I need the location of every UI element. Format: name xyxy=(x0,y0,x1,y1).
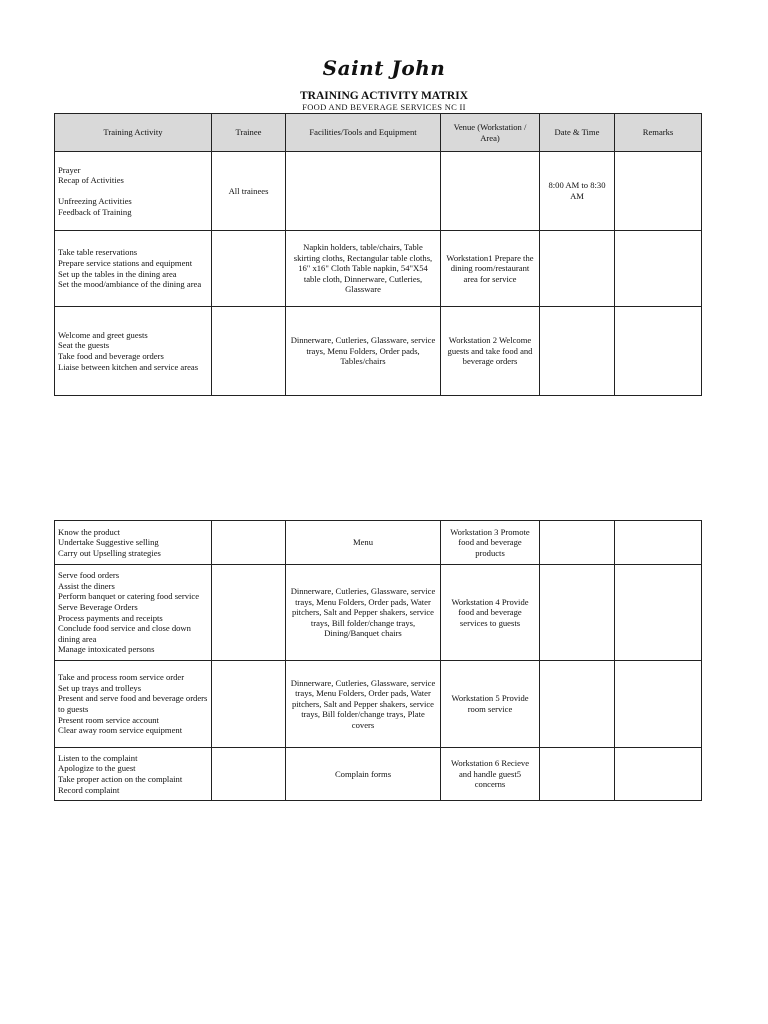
remarks-cell xyxy=(615,565,702,661)
column-header-activity: Training Activity xyxy=(55,114,212,152)
trainee-cell xyxy=(212,661,286,748)
column-header-venue: Venue (Workstation / Area) xyxy=(441,114,540,152)
trainee-cell xyxy=(212,748,286,801)
table-row xyxy=(55,152,702,231)
activity-cell xyxy=(55,307,212,396)
date-time-cell xyxy=(540,661,615,748)
activity-cell xyxy=(55,231,212,307)
activity-line: Perform banquet or catering food service xyxy=(58,591,200,602)
activity-line: Conclude food service and close down dining area xyxy=(58,623,191,644)
date-time-cell xyxy=(540,565,615,661)
venue-cell: Workstation 4 Provide food and beverage services to guests xyxy=(441,565,540,661)
column-header-trainee: Trainee xyxy=(212,114,286,152)
page-title: TRAINING ACTIVITY MATRIX xyxy=(299,90,469,102)
activity-line: Recap of Activities xyxy=(58,175,124,186)
activity-line: Take food and beverage orders xyxy=(58,351,164,361)
activity-cell xyxy=(55,565,212,661)
table-row xyxy=(55,231,702,307)
activity-line: Prayer xyxy=(58,164,81,175)
date-time-cell xyxy=(540,307,615,396)
venue-cell: Workstation1 Prepare the dining room/restaurant area for service xyxy=(441,231,540,307)
activity-line: Present room service account xyxy=(58,714,159,725)
activity-line: Take proper action on the complaint xyxy=(58,774,183,784)
activity-line: Record complaint xyxy=(58,784,120,795)
activity-line: Apologize to the guest xyxy=(58,763,136,774)
activity-line: Set up the tables in the dining area xyxy=(58,268,177,279)
activity-line: Serve Beverage Orders xyxy=(58,601,138,612)
column-header-remarks: Remarks xyxy=(615,114,702,152)
remarks-cell xyxy=(615,307,702,396)
table-row xyxy=(55,661,702,748)
facilities-cell: Complain forms xyxy=(286,748,441,801)
trainee-cell: All trainees xyxy=(212,152,286,231)
date-time-cell xyxy=(540,521,615,565)
activity-line: Feedback of Training xyxy=(58,206,132,217)
activity-cell xyxy=(55,661,212,748)
column-header-date-time: Date & Time xyxy=(540,114,615,152)
facilities-cell: Menu xyxy=(286,521,441,565)
table-row xyxy=(55,748,702,801)
venue-cell: Workstation 3 Promote food and beverage products xyxy=(441,521,540,565)
training-matrix-table-part-1 xyxy=(54,113,702,396)
trainee-cell xyxy=(212,307,286,396)
remarks-cell xyxy=(615,661,702,748)
remarks-cell xyxy=(615,152,702,231)
remarks-cell xyxy=(615,748,702,801)
table-row xyxy=(55,565,702,661)
venue-cell: Workstation 6 Recieve and handle guest5 concerns xyxy=(441,748,540,801)
activity-line: Serve food orders xyxy=(58,570,120,581)
activity-line: Know the product xyxy=(58,526,121,537)
activity-line: Clear away room service equipment xyxy=(58,725,183,736)
activity-line: Take and process room service order xyxy=(58,672,185,683)
table-header-row xyxy=(55,114,702,152)
venue-cell: Workstation 5 Provide room service xyxy=(441,661,540,748)
activity-line: Manage intoxicated persons xyxy=(58,644,155,655)
date-time-cell xyxy=(540,748,615,801)
activity-cell xyxy=(55,152,212,231)
activity-line: Process payments and receipts xyxy=(58,612,163,623)
activity-line: Set the mood/ambiance of the dining area xyxy=(58,279,202,290)
remarks-cell xyxy=(615,231,702,307)
date-time-cell: 8:00 AM to 8:30 AM xyxy=(540,152,615,231)
activity-line xyxy=(58,186,208,196)
activity-line: Carry out Upselling strategies xyxy=(58,547,161,558)
date-time-cell xyxy=(540,231,615,307)
activity-line: Listen to the complaint xyxy=(58,752,138,763)
table-row xyxy=(55,521,702,565)
venue-cell xyxy=(441,152,540,231)
activity-line: Undertake Suggestive selling xyxy=(58,537,159,548)
facilities-cell: Dinnerware, Cutleries, Glassware, service trays, Menu Folders, Order pads, Water pitchers, Salt and Pepper shakers, service trays, Bill folder/change trays, Plate covers xyxy=(286,661,441,748)
remarks-cell xyxy=(615,521,702,565)
page-subtitle: FOOD AND BEVERAGE SERVICES NC II xyxy=(302,102,466,112)
school-name: Saint John xyxy=(322,56,446,80)
trainee-cell xyxy=(212,231,286,307)
activity-cell xyxy=(55,748,212,801)
facilities-cell: Dinnerware, Cutleries, Glassware, service trays, Menu Folders, Order pads, Tables/chairs xyxy=(286,307,441,396)
facilities-cell: Dinnerware, Cutleries, Glassware, service trays, Menu Folders, Order pads, Water pitchers, Salt and Pepper shakers, service trays, Bill folder/change trays, Dining/Banquet chairs xyxy=(286,565,441,661)
activity-line: Take table reservations xyxy=(58,247,138,258)
trainee-cell xyxy=(212,521,286,565)
facilities-cell: Napkin holders, table/chairs, Table skirting cloths, Rectangular table cloths, 16" x16" Cloth Table napkin, 54"X54 table cloth, Dinnerware, Cutleries, Glassware xyxy=(286,231,441,307)
trainee-cell xyxy=(212,565,286,661)
activity-line: Liaise between kitchen and service areas xyxy=(58,361,199,372)
activity-line: Set up trays and trolleys xyxy=(58,682,142,693)
activity-line: Prepare service stations and equipment xyxy=(58,257,193,268)
activity-line: Assist the diners xyxy=(58,580,115,591)
activity-line: Unfreezing Activities xyxy=(58,196,132,206)
activity-line: Seat the guests xyxy=(58,340,110,351)
facilities-cell xyxy=(286,152,441,231)
training-matrix-table-part-2 xyxy=(54,520,702,801)
venue-cell: Workstation 2 Welcome guests and take food and beverage orders xyxy=(441,307,540,396)
activity-cell xyxy=(55,521,212,565)
activity-line: Present and serve food and beverage orders to guests xyxy=(58,693,208,714)
column-header-facilities: Facilities/Tools and Equipment xyxy=(286,114,441,152)
activity-line: Welcome and greet guests xyxy=(58,329,148,340)
table-row xyxy=(55,307,702,396)
